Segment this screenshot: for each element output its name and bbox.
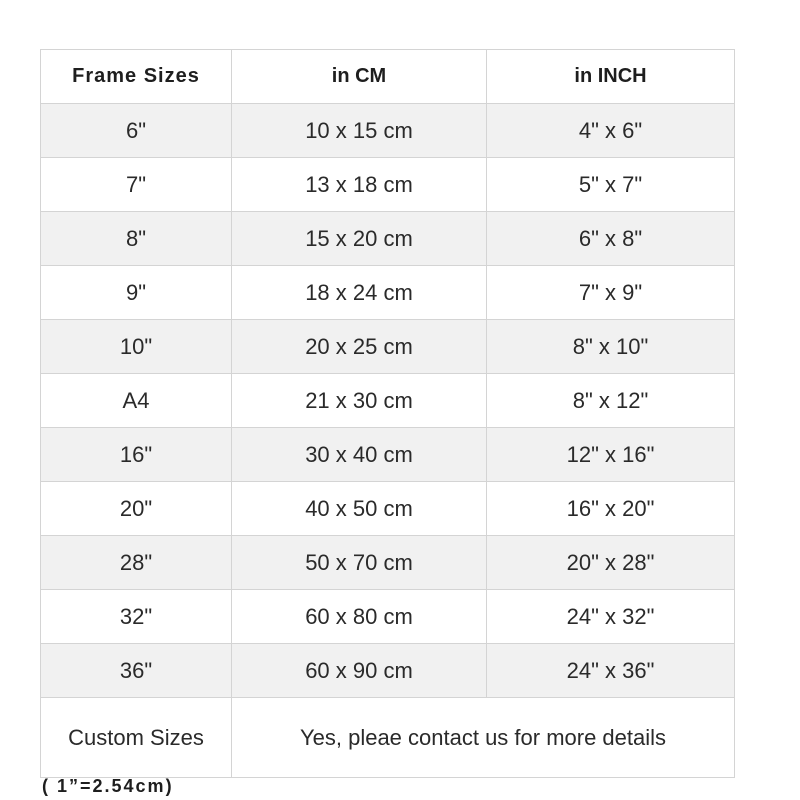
cell-frame-size: 7" xyxy=(41,158,232,212)
cell-size-cm: 15 x 20 cm xyxy=(232,212,487,266)
table-row xyxy=(41,482,735,536)
cell-size-cm: 50 x 70 cm xyxy=(232,536,487,590)
cell-frame-size: 36" xyxy=(41,644,232,698)
cell-size-cm: 10 x 15 cm xyxy=(232,104,487,158)
cell-size-inch: 6" x 8" xyxy=(487,212,735,266)
table-row xyxy=(41,644,735,698)
cell-frame-size: 28" xyxy=(41,536,232,590)
cell-size-cm: 13 x 18 cm xyxy=(232,158,487,212)
cell-size-cm: 60 x 90 cm xyxy=(232,644,487,698)
cell-size-cm: 30 x 40 cm xyxy=(232,428,487,482)
cell-size-inch: 20" x 28" xyxy=(487,536,735,590)
header-in-inch: in INCH xyxy=(487,50,735,104)
cell-frame-size: A4 xyxy=(41,374,232,428)
cell-size-inch: 7" x 9" xyxy=(487,266,735,320)
cell-size-inch: 4" x 6" xyxy=(487,104,735,158)
header-frame-sizes: Frame Sizes xyxy=(41,50,232,104)
table-row xyxy=(41,212,735,266)
cell-size-cm: 18 x 24 cm xyxy=(232,266,487,320)
conversion-footnote: ( 1”=2.54cm) xyxy=(42,776,174,796)
cell-size-inch: 16" x 20" xyxy=(487,482,735,536)
cell-size-cm: 40 x 50 cm xyxy=(232,482,487,536)
cell-size-inch: 8" x 10" xyxy=(487,320,735,374)
table-row xyxy=(41,266,735,320)
cell-size-inch: 24" x 32" xyxy=(487,590,735,644)
cell-custom-sizes-label: Custom Sizes xyxy=(41,698,232,778)
table-row xyxy=(41,374,735,428)
frame-size-table xyxy=(40,49,735,778)
cell-size-inch: 5" x 7" xyxy=(487,158,735,212)
cell-custom-sizes-note: Yes, pleae contact us for more details xyxy=(232,698,735,778)
cell-frame-size: 8" xyxy=(41,212,232,266)
cell-size-cm: 20 x 25 cm xyxy=(232,320,487,374)
cell-size-inch: 8" x 12" xyxy=(487,374,735,428)
cell-size-inch: 12" x 16" xyxy=(487,428,735,482)
table-body xyxy=(41,104,735,778)
cell-size-inch: 24" x 36" xyxy=(487,644,735,698)
cell-size-cm: 60 x 80 cm xyxy=(232,590,487,644)
cell-frame-size: 6" xyxy=(41,104,232,158)
table-row xyxy=(41,428,735,482)
cell-size-cm: 21 x 30 cm xyxy=(232,374,487,428)
table-header-row xyxy=(41,50,735,104)
table-row xyxy=(41,320,735,374)
cell-frame-size: 32" xyxy=(41,590,232,644)
cell-frame-size: 9" xyxy=(41,266,232,320)
cell-frame-size: 20" xyxy=(41,482,232,536)
table-row xyxy=(41,536,735,590)
cell-frame-size: 16" xyxy=(41,428,232,482)
cell-frame-size: 10" xyxy=(41,320,232,374)
table-row xyxy=(41,104,735,158)
custom-sizes-row xyxy=(41,698,735,778)
header-in-cm: in CM xyxy=(232,50,487,104)
table-row xyxy=(41,590,735,644)
table-row xyxy=(41,158,735,212)
